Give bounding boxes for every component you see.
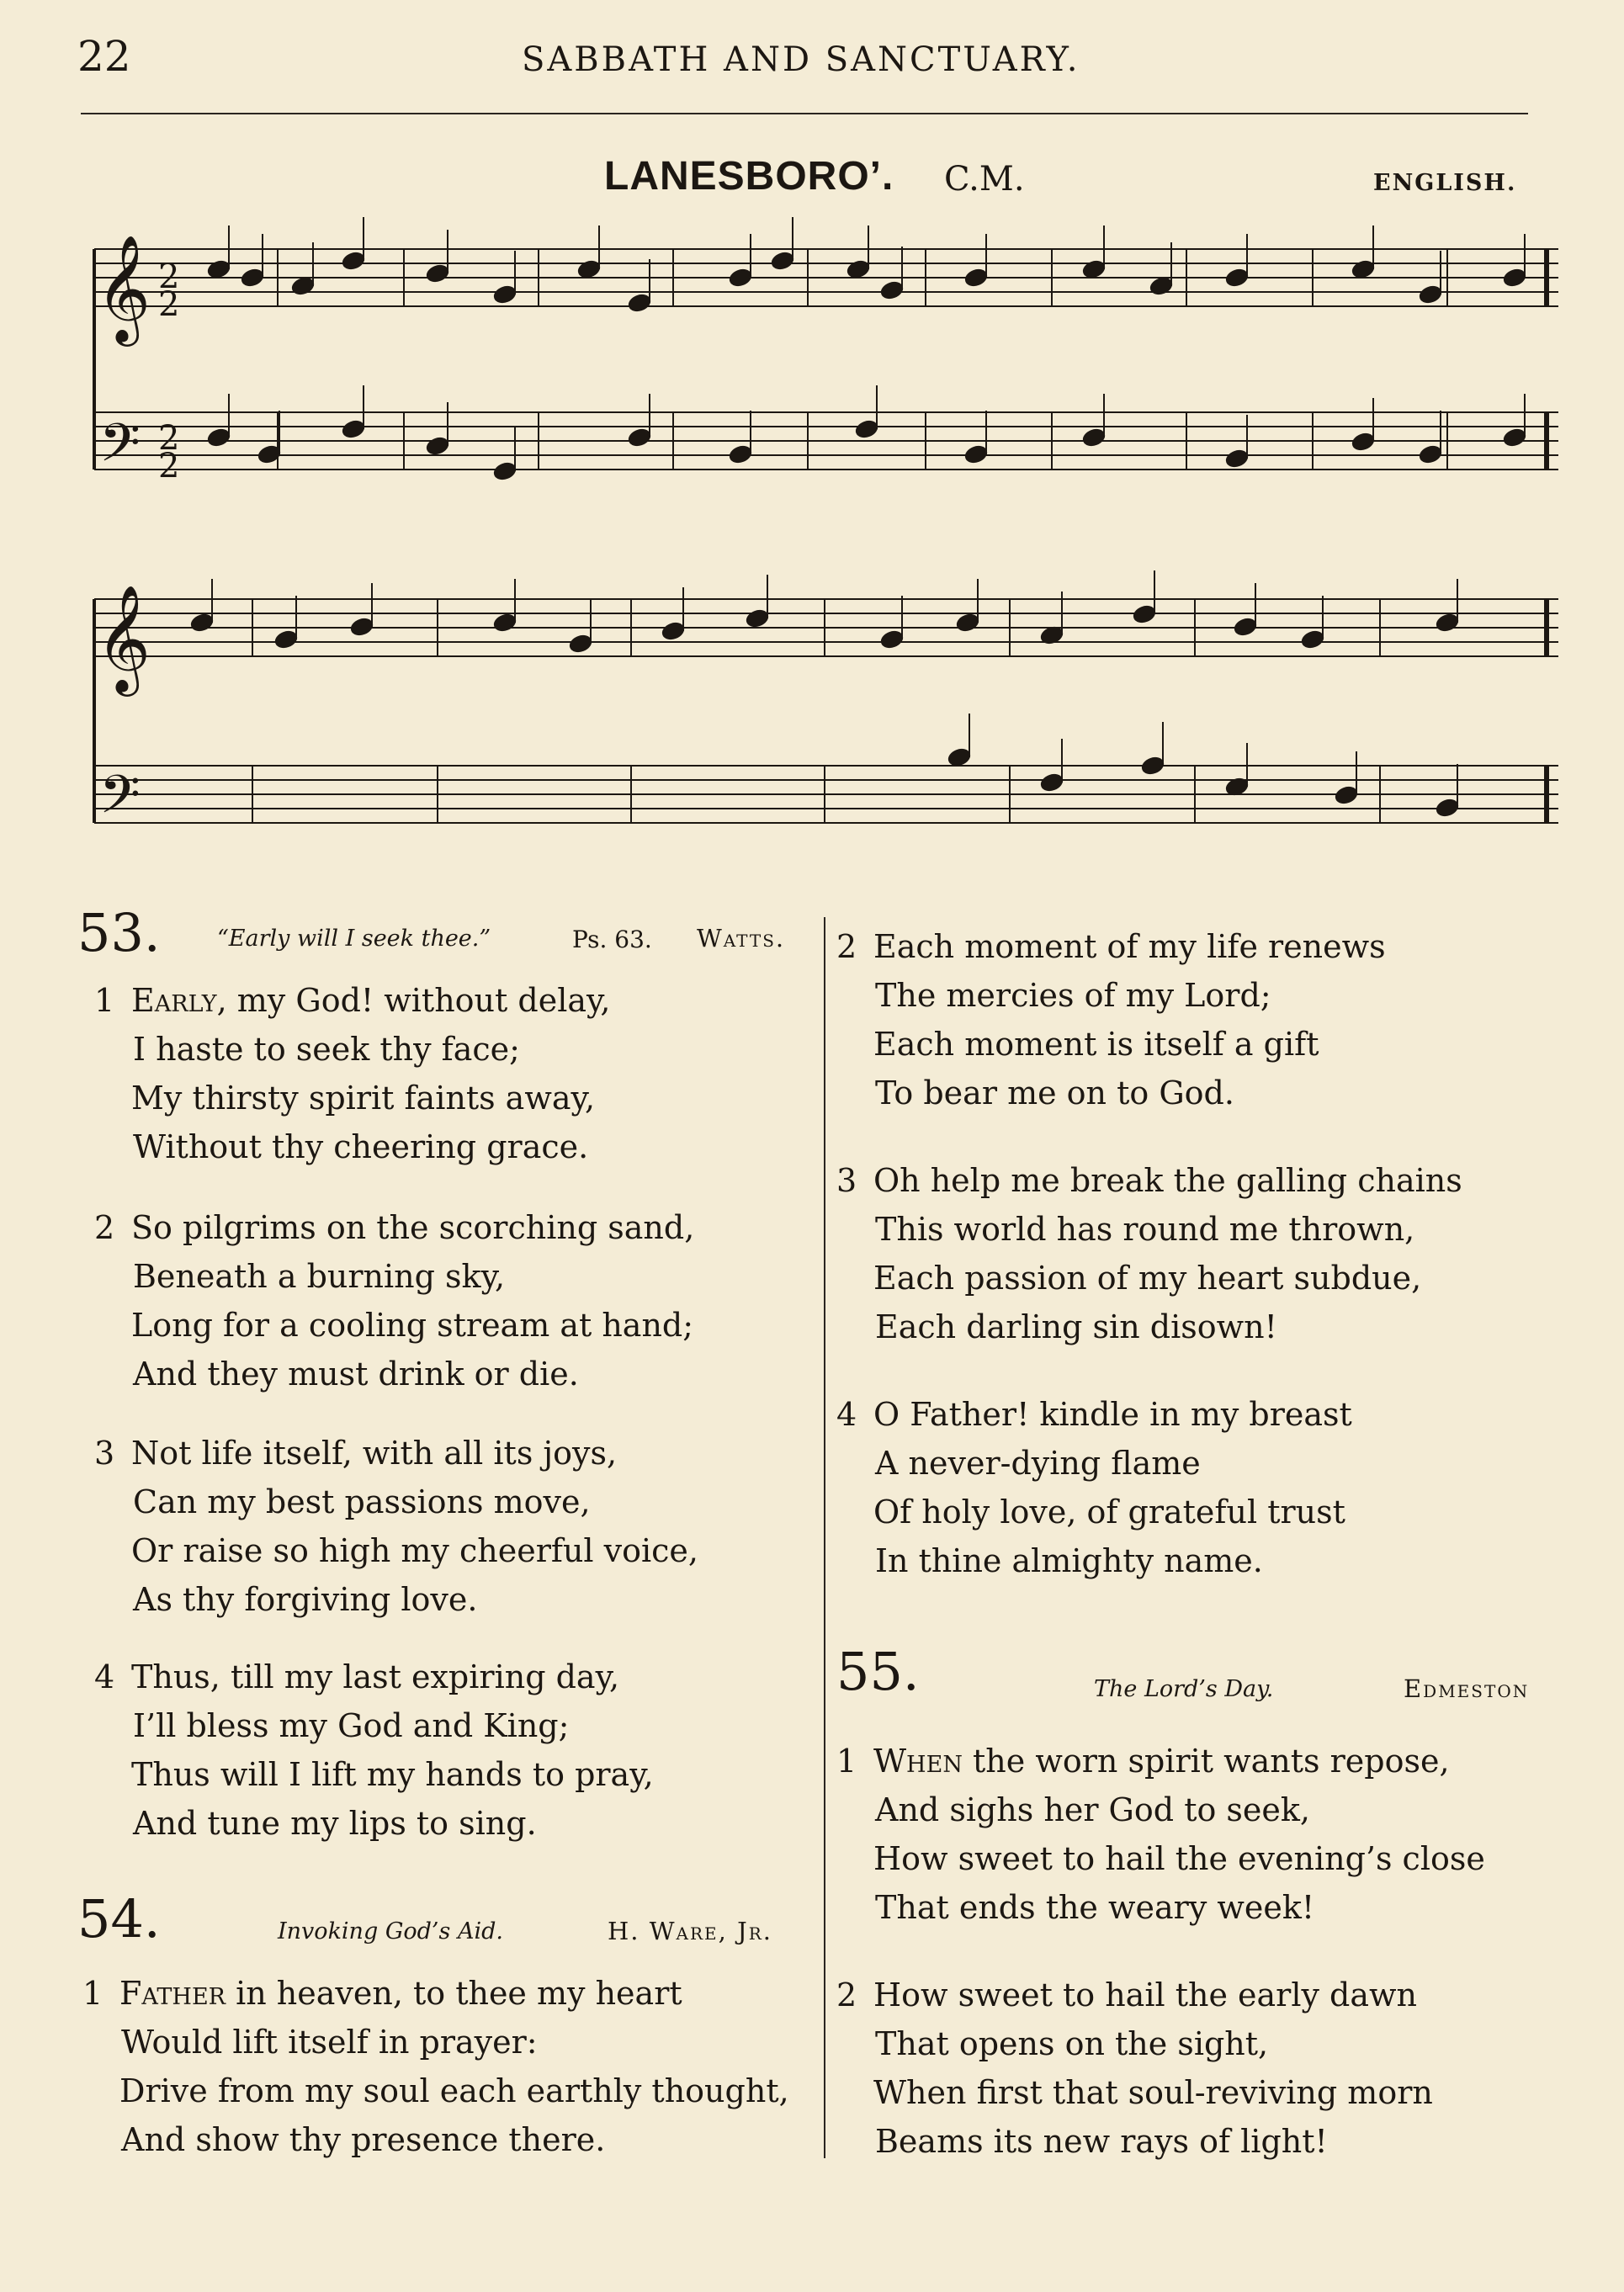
note-head — [963, 267, 990, 289]
stanza-line: Each darling sin disown! — [875, 1308, 1277, 1345]
line-text: the worn spirit wants repose, — [962, 1743, 1450, 1780]
first-word: Father — [119, 1975, 226, 2012]
stanza-line: And show thy presence there. — [121, 2121, 606, 2158]
stanza — [94, 1653, 654, 1848]
line-text: in heaven, to thee my heart — [225, 1975, 682, 2012]
stanza-line: As thy forgiving love. — [133, 1581, 478, 1618]
stanza-line: Can my best passions move, — [133, 1483, 591, 1520]
stanza — [82, 1969, 789, 2164]
line-text: Oh help me break the galling chains — [873, 1162, 1462, 1199]
note-head — [425, 263, 451, 284]
hymn-number: 53. — [77, 902, 161, 963]
hymn-author: H. Ware, Jr. — [608, 1917, 772, 1945]
hymn-number: 54. — [77, 1888, 161, 1950]
note-head — [189, 612, 215, 634]
stanza — [94, 1429, 698, 1624]
stanza-line: That ends the weary week! — [875, 1889, 1315, 1926]
note-head — [728, 267, 754, 289]
stanza — [836, 922, 1386, 1117]
note-head — [492, 612, 518, 634]
note-head — [1502, 427, 1528, 448]
hymn-author: Edmeston — [1404, 1674, 1530, 1703]
stanza-line: A never-dying flame — [875, 1445, 1201, 1482]
note-head — [206, 427, 232, 448]
verse-number: 1 — [94, 982, 115, 1019]
verse-number: 1 — [82, 1975, 103, 2012]
stanza-line: Long for a cooling stream at hand; — [131, 1307, 694, 1344]
verse-number: 4 — [836, 1396, 857, 1433]
first-word: Early, — [131, 982, 227, 1019]
stanza-line: Beneath a burning sky, — [133, 1258, 506, 1295]
stanza-line: Drive from my soul each earthly thought, — [119, 2072, 789, 2109]
time-signature: 2 — [158, 419, 180, 458]
stanza-line: And sighs her God to seek, — [875, 1791, 1311, 1828]
music-score — [0, 0, 1624, 892]
time-signature: 2 — [158, 257, 180, 296]
note-head — [492, 460, 518, 482]
note-head — [627, 292, 653, 314]
line-text: So pilgrims on the scorching sand, — [131, 1209, 695, 1246]
note-head — [568, 633, 594, 655]
stanza — [836, 1971, 1433, 2166]
stanza-line: Would lift itself in prayer: — [121, 2024, 538, 2061]
hymn-title: The Lord’s Day. — [1094, 1676, 1274, 1702]
note-head — [341, 250, 367, 272]
stanza-line: And tune my lips to sing. — [133, 1805, 537, 1842]
verse-number: 3 — [836, 1162, 857, 1199]
hymn-number: 55. — [836, 1641, 920, 1702]
note-head — [341, 418, 367, 440]
stanza-line: My thirsty spirit faints away, — [131, 1080, 596, 1117]
stanza-line: This world has round me thrown, — [875, 1211, 1415, 1248]
note-head — [349, 616, 375, 638]
note-head — [1418, 284, 1444, 305]
verse-number: 2 — [836, 928, 857, 965]
note-head — [963, 443, 990, 465]
note-head — [1300, 629, 1326, 650]
note-head — [1132, 603, 1158, 625]
running-title: SABBATH AND SANCTUARY. — [522, 40, 1080, 79]
stanza-line: Without thy cheering grace. — [133, 1128, 589, 1165]
note-head — [1039, 772, 1065, 793]
line-text: Each moment of my life renews — [873, 928, 1386, 965]
stanza-line: To bear me on to God. — [875, 1074, 1234, 1112]
verse-number: 3 — [94, 1435, 115, 1472]
note-head — [1418, 443, 1444, 465]
stanza — [94, 1203, 694, 1398]
stanza — [836, 1156, 1462, 1351]
stanza-line — [94, 976, 611, 1025]
verse-number: 2 — [94, 1209, 115, 1246]
stanza — [94, 976, 611, 1171]
hymn-title: “Early will I seek thee.” — [217, 926, 491, 952]
stanza-line: The mercies of my Lord; — [875, 977, 1271, 1014]
tune-name: LANESBORO’. — [604, 154, 894, 199]
stanza-line: Or raise so high my cheerful voice, — [131, 1532, 698, 1569]
stanza-line: When first that soul-reviving morn — [873, 2074, 1433, 2111]
column-divider — [824, 917, 825, 2158]
page-number: 22 — [77, 32, 131, 81]
bass-clef-icon: 𝄢 — [99, 411, 141, 486]
note-head — [627, 427, 653, 448]
note-head — [955, 612, 981, 634]
stanza-line: Thus will I lift my hands to pray, — [131, 1756, 654, 1793]
verse-number: 4 — [94, 1658, 115, 1695]
note-head — [854, 418, 880, 440]
time-signature: 2 — [158, 447, 180, 485]
note-head — [745, 607, 771, 629]
note-head — [425, 435, 451, 457]
stanza — [836, 1737, 1485, 1932]
treble-clef-icon: 𝄞 — [96, 234, 151, 342]
line-text: O Father! kindle in my breast — [873, 1396, 1352, 1433]
note-head — [661, 620, 687, 642]
tune-meter: C.M. — [944, 160, 1025, 199]
note-head — [728, 443, 754, 465]
hymn-author: Watts. — [697, 924, 786, 952]
note-head — [1334, 784, 1360, 806]
note-head — [1502, 267, 1528, 289]
stanza-line: I haste to seek thy face; — [133, 1031, 520, 1068]
time-signature: 2 — [158, 285, 180, 324]
hymn-reference: Ps. 63. — [572, 926, 652, 953]
stanza — [836, 1390, 1352, 1585]
note-head — [1233, 616, 1259, 638]
stanza-line: Each moment is itself a gift — [873, 1026, 1319, 1063]
note-head — [1435, 797, 1461, 819]
note-head — [240, 267, 266, 289]
line-text: my God! without delay, — [226, 982, 611, 1019]
stanza-line: Of holy love, of grateful trust — [873, 1494, 1345, 1531]
note-head — [1224, 448, 1250, 470]
line-text: Not life itself, with all its joys, — [131, 1435, 618, 1472]
stanza-line: How sweet to hail the evening’s close — [873, 1840, 1485, 1877]
line-text: Thus, till my last expiring day, — [131, 1658, 620, 1695]
note-head — [879, 279, 905, 301]
note-head — [1435, 612, 1461, 634]
note-head — [273, 629, 300, 650]
stanza-line: Each passion of my heart subdue, — [873, 1260, 1422, 1297]
stanza-line: In thine almighty name. — [875, 1542, 1263, 1579]
stanza-line: Beams its new rays of light! — [875, 2123, 1328, 2160]
note-head — [770, 250, 796, 272]
note-head — [879, 629, 905, 650]
line-text: How sweet to hail the early dawn — [873, 1976, 1418, 2013]
note-head — [1081, 427, 1107, 448]
stanza-line: I’ll bless my God and King; — [133, 1707, 570, 1744]
first-word: When — [873, 1743, 963, 1780]
tune-origin: ENGLISH. — [1373, 170, 1517, 196]
verse-number: 1 — [836, 1743, 857, 1780]
note-head — [1351, 431, 1377, 453]
note-head — [492, 284, 518, 305]
bass-clef-icon: 𝄢 — [99, 763, 141, 838]
note-head — [1224, 267, 1250, 289]
stanza-line: And they must drink or die. — [133, 1356, 579, 1393]
note-head — [1140, 755, 1166, 777]
verse-number: 2 — [836, 1976, 857, 2013]
treble-clef-icon: 𝄞 — [96, 584, 151, 692]
stanza-line: That opens on the sight, — [875, 2025, 1269, 2062]
hymn-title: Invoking God’s Aid. — [278, 1918, 503, 1944]
